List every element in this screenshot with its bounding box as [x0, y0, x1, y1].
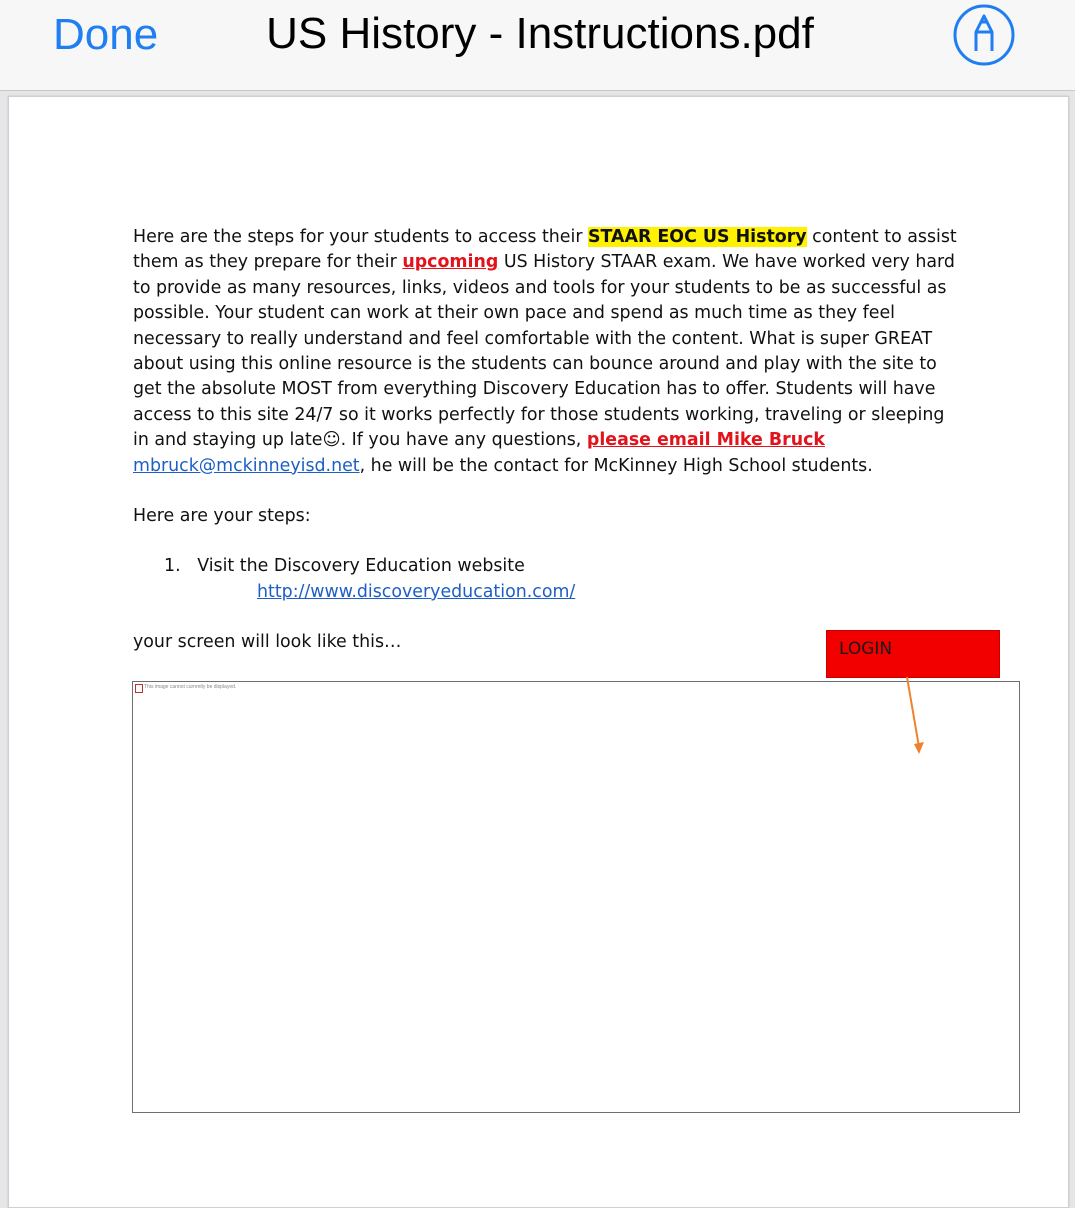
intro-text-4: , he will be the contact for McKinney High School students.: [359, 455, 873, 476]
intro-paragraph: [133, 225, 958, 479]
document-title: US History - Instructions.pdf: [266, 9, 814, 58]
discovery-link[interactable]: http://www.discoveryeducation.com/: [257, 581, 576, 602]
pdf-page: [8, 96, 1069, 1208]
steps-heading: Here are your steps:: [133, 506, 311, 527]
screen-note: your screen will look like this…: [133, 632, 402, 653]
document-body: [133, 225, 958, 656]
intro-text-3: US History STAAR exam. We have worked very hard to provide as many resources, links, videos and tools for your students to be as successful as possible. Your student can work at their own pace and spend as much time as they feel necessary to really understand and feel comfortable with the content. What is super GREAT about using this online resource is the students can bounce around and play with the site to get the absolute MOST from everything Discovery Education has to offer. Students will have access to this site 24/7 so it works perfectly for those students working, traveling or sleeping in and staying up late☺. If you have any questions,: [133, 252, 955, 451]
upcoming-text: upcoming: [402, 252, 499, 273]
intro-text-1: Here are the steps for your students to access their: [133, 227, 589, 247]
screenshot-placeholder: [132, 681, 1020, 1113]
email-link[interactable]: mbruck@mckinneyisd.net: [133, 455, 360, 476]
login-callout: [826, 630, 1000, 678]
step-link-row: [133, 580, 958, 605]
step-number: 1.: [164, 556, 181, 577]
broken-image-text: This image cannot currently be displayed.: [144, 684, 237, 690]
broken-image-icon: [135, 684, 143, 693]
email-request-text: please email Mike Bruck: [586, 430, 825, 451]
pdf-toolbar: [0, 0, 1075, 91]
step-text: Visit the Discovery Education website: [197, 556, 525, 577]
markup-button[interactable]: [953, 4, 1015, 66]
staar-highlight: STAAR EOC US History: [588, 227, 807, 247]
done-button[interactable]: Done: [53, 10, 159, 59]
login-label: LOGIN: [839, 639, 893, 659]
step-item: [133, 554, 958, 579]
markup-pen-icon: [953, 4, 1015, 66]
intro-text-2: content to assist them as they prepare for their: [133, 227, 957, 273]
